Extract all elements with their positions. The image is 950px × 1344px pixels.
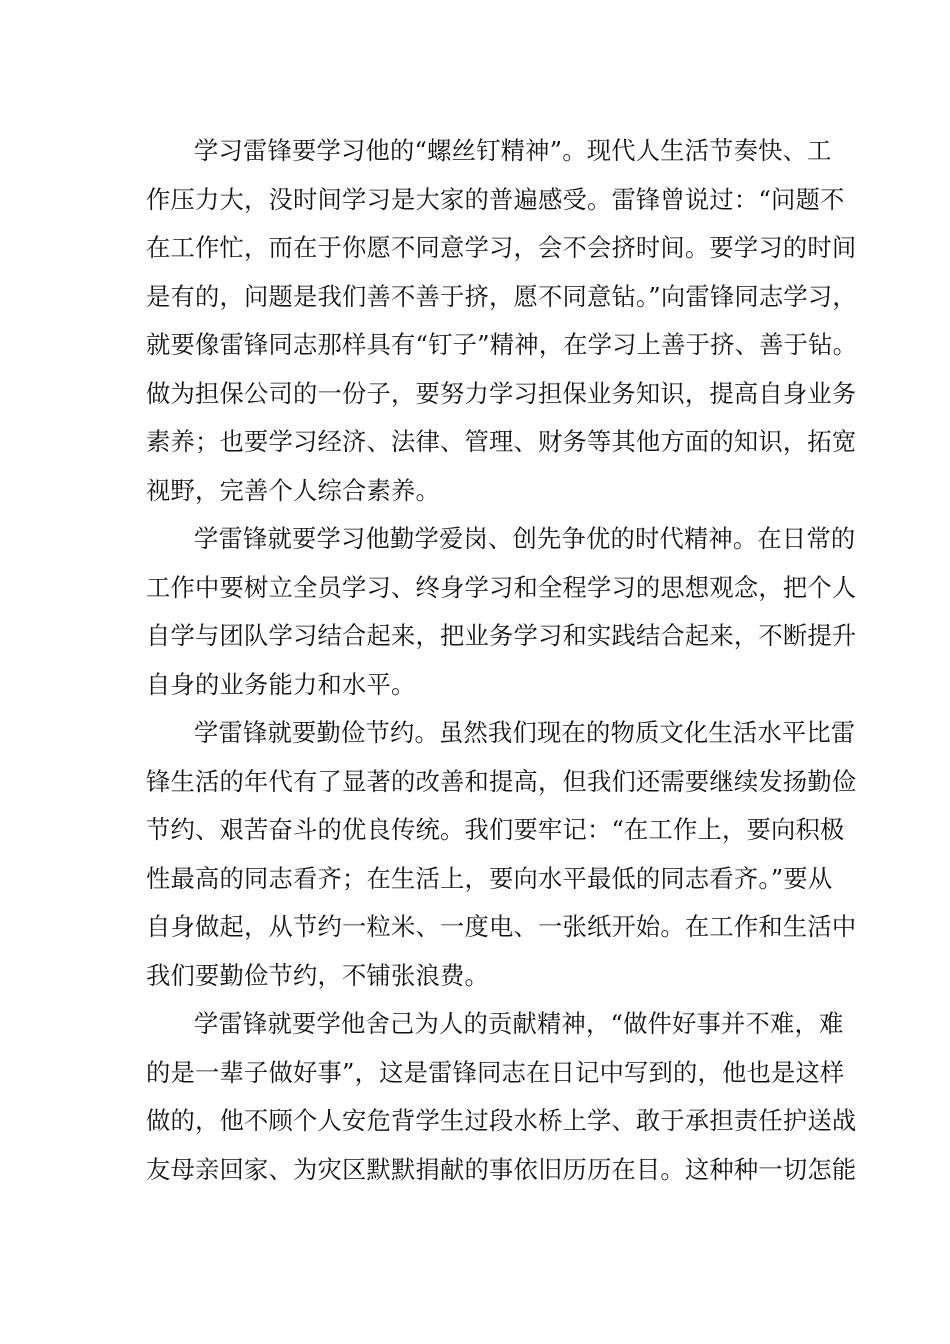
paragraph-2 [146, 515, 857, 709]
paragraph-line: 在工作忙，而在于你愿不同意学习，会不会挤时间。要学习的时间 [146, 233, 857, 262]
paragraph-line: 的是一辈子做好事”，这是雷锋同志在日记中写到的，他也是这样 [146, 1057, 845, 1087]
body-text [146, 127, 858, 1194]
paragraph-line: 学雷锋就要勤俭节约。虽然我们现在的物质文化生活水平比雷 [194, 718, 856, 747]
paragraph-line: 节约、艰苦奋斗的优良传统。我们要牢记：“在工作上，要向积极 [146, 815, 845, 844]
paragraph-line: 性最高的同志看齐；在生活上，要向水平最低的同志看齐。”要从 [146, 863, 833, 893]
paragraph-1 [146, 127, 858, 515]
paragraph-line: 做的，他不顾个人安危背学生过段水桥上学、敢于承担责任护送战 [146, 1106, 857, 1135]
paragraph-line: 自学与团队学习结合起来，把业务学习和实践结合起来，不断提升 [146, 621, 857, 650]
paragraph-line: 友母亲回家、为灾区默默捐献的事依旧历历在目。这种种一切怎能 [146, 1154, 857, 1184]
paragraph-line: 锋生活的年代有了显著的改善和提高，但我们还需要继续发扬勤俭 [146, 766, 857, 796]
paragraph-line: 做为担保公司的一份子，要努力学习担保业务知识，提高自身业务 [146, 378, 857, 408]
paragraph-line: 就要像雷锋同志那样具有“钉子”精神，在学习上善于挤、善于钻。 [146, 330, 858, 359]
paragraph-line: 自身的业务能力和水平。 [146, 669, 416, 699]
paragraph-4 [146, 1000, 857, 1194]
paragraph-line: 学习雷锋要学习他的“螺丝钉精神”。现代人生活节奏快、工 [194, 136, 832, 165]
paragraph-line: 学雷锋就要学他舍己为人的贡献精神，“做件好事并不难，难 [194, 1009, 844, 1038]
paragraph-line: 学雷锋就要学习他勤学爱岗、创先争优的时代精神。在日常的 [194, 524, 856, 553]
paragraph-line: 素养；也要学习经济、法律、管理、财务等其他方面的知识，拓宽 [146, 427, 857, 456]
paragraph-line: 自身做起，从节约一粒米、一度电、一张纸开始。在工作和生活中 [146, 912, 857, 941]
paragraph-line: 视野，完善个人综合素养。 [146, 475, 440, 505]
paragraph-line: 作压力大，没时间学习是大家的普遍感受。雷锋曾说过：“问题不 [146, 184, 845, 214]
paragraph-line: 是有的，问题是我们善不善于挤，愿不同意钻。”向雷锋同志学习， [146, 281, 857, 311]
paragraph-line: 我们要勤俭节约，不铺张浪费。 [146, 960, 489, 990]
paragraph-3 [146, 709, 857, 1000]
paragraph-line: 工作中要树立全员学习、终身学习和全程学习的思想观念，把个人 [146, 572, 857, 602]
